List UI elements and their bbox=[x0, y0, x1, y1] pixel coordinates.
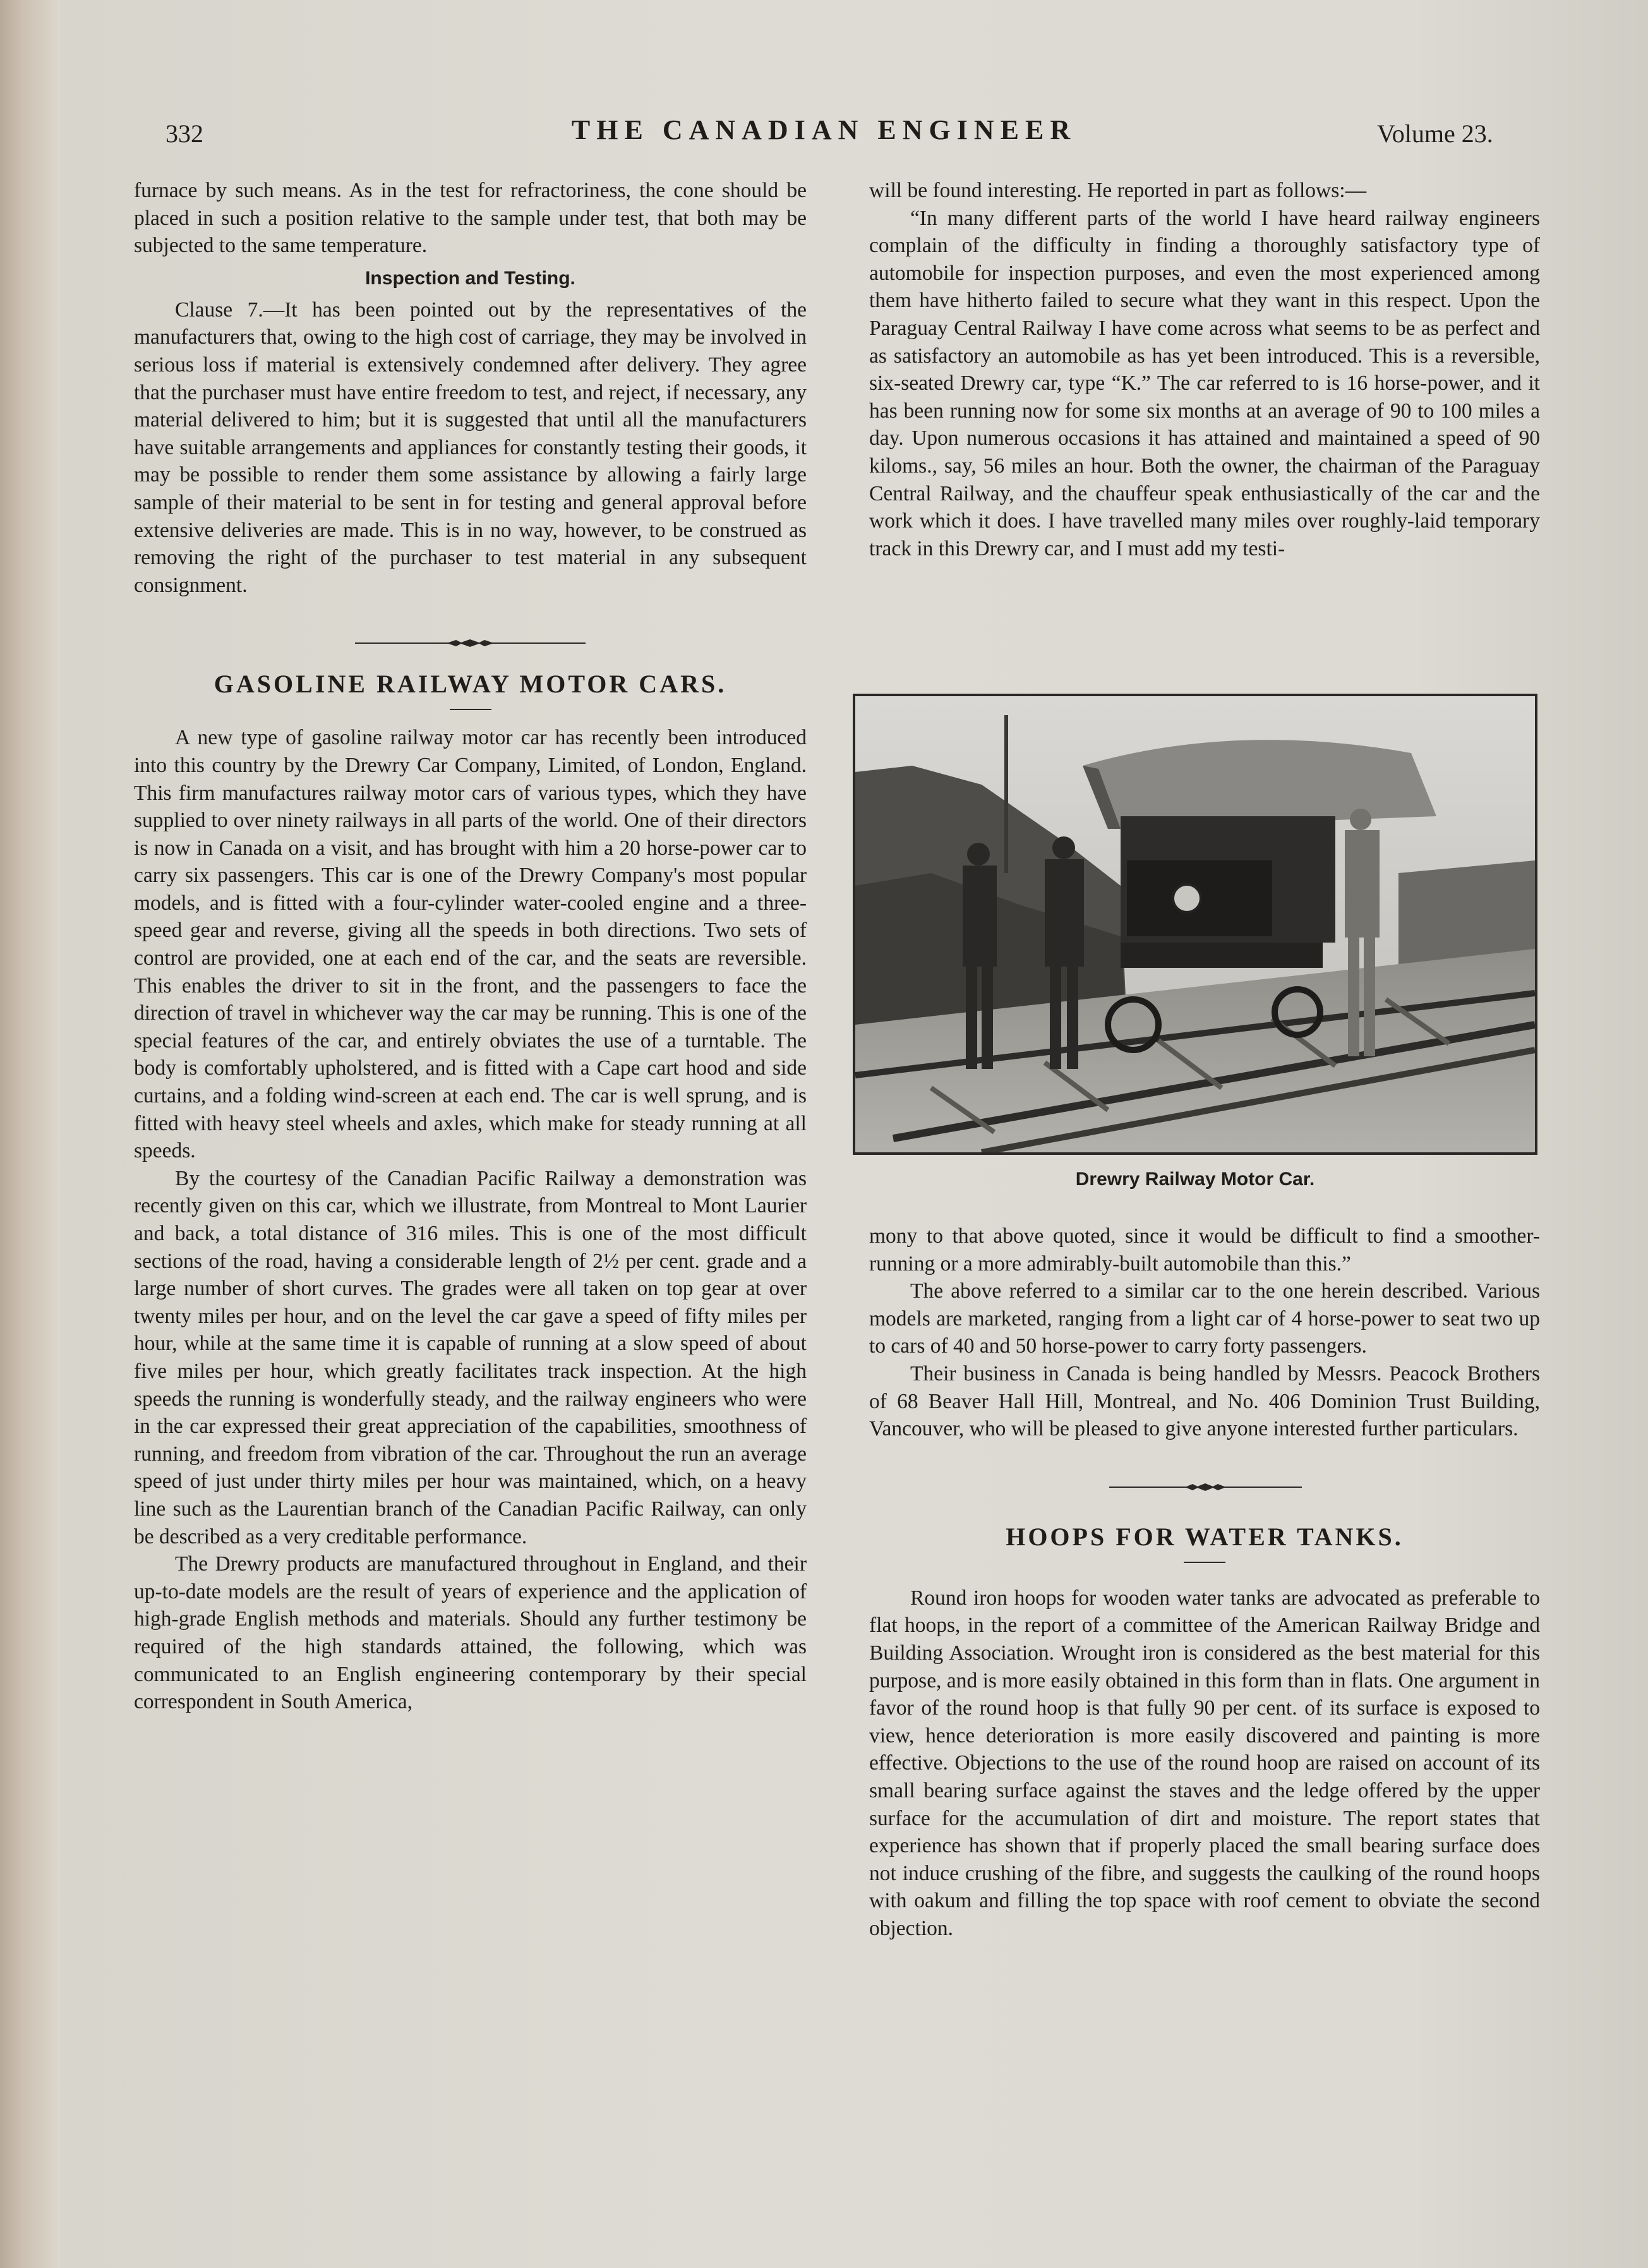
page-number: 332 bbox=[165, 119, 203, 148]
hoops-paragraph: Round iron hoops for wooden water tanks are advocated as preferable to flat hoops, in the report of a committee of the American Railway Bridge and Building Association. Wrought iron is considered as the best material for this purpose, and is more easily obtained in this form than in flats. One argument in favor of the round hoop is that fully 90 per cent. of its surface is exposed to view, hence deterioration is more easily discovered and painting is more effective. Objections to the use of the round hoop are raised on account of its small bearing surface against the staves and the ledge offered by the upper surface for the accumulation of dirt and moisture. The report states that experience has shown that if properly placed the small bearing surface does not induce crushing of the fibre, and suggests the caulking of the round hoops with oakum and filling the top space with roof cement to obviate the second objection. bbox=[869, 1586, 1540, 1940]
business-paragraph: Their business in Canada is being handled by Messrs. Peacock Brothers of 68 Beaver Hall Hill, Montreal, and No. 406 Dominion Trust Building, Vancouver, who will be pleased to give anyone interested further particulars. bbox=[869, 1361, 1540, 1441]
photo-caption: Drewry Railway Motor Car. bbox=[1075, 1169, 1315, 1190]
quote-ending: mony to that above quoted, since it would be difficult to find a smoother-running or a more admirably-built automobile than this.” bbox=[869, 1224, 1540, 1276]
hoops-article-title: HOOPS FOR WATER TANKS. bbox=[1006, 1522, 1404, 1551]
section-ornament-divider-2 bbox=[869, 1481, 1540, 1493]
inspection-heading: Inspection and Testing. bbox=[365, 267, 575, 289]
running-header bbox=[0, 114, 1648, 158]
section-ornament-divider bbox=[134, 637, 807, 649]
gasoline-article-title: GASOLINE RAILWAY MOTOR CARS. bbox=[214, 670, 727, 699]
right-column-bottom bbox=[869, 1222, 1540, 1942]
similar-car-paragraph: The above referred to a similar car to the one herein described. Various models are marketed, ranging from a light car of 4 horse-power to seat two up to cars of 40 and 50 horse-power to carry forty passengers. bbox=[869, 1279, 1540, 1358]
right-column-top bbox=[869, 177, 1540, 562]
left-column bbox=[134, 177, 807, 1716]
intro-paragraph: furnace by such means. As in the test for refractoriness, the cone should be placed in such a position relative to the sample under test, that both may be subjected to the same temperature. bbox=[134, 179, 807, 258]
book-binding-edge bbox=[0, 0, 60, 2268]
railway-car-illustration bbox=[855, 696, 1535, 1152]
gasoline-paragraph-3: The Drewry products are manufactured throughout in England, and their up-to-date models are the result of years of experience and the application of high-grade English methods and materials. Should any further testimony be required of the high standards attained, the following, which was communicated to an English engineering contemporary by their special correspondent in South America, bbox=[134, 1552, 807, 1714]
drewry-car-photo bbox=[853, 694, 1537, 1155]
gasoline-paragraph-1: A new type of gasoline railway motor car has recently been introduced into this country by the Drewry Car Company, Limited, of London, England. This firm manufactures railway motor cars of various types, which they have supplied to over ninety railways in all parts of the world. One of their directors is now in Canada on a visit, and has brought with him a 20 horse-power car to carry six passengers. This car is one of the Drewry Company's most popular models, and is fitted with a four-cylinder water-cooled engine and a three-speed gear and reverse, giving all the speeds in both directions. Two sets of control are provided, one at each end of the car, and the seats are reversible. This enables the driver to sit in the front, and the passengers to face the direction of travel in whichever way the car may be running. This is one of the special features of the car, and entirely obviates the use of a turntable. The body is comfortably upholstered, and is fitted with a Cape cart hood and side curtains, and a folding wind-screen at each end. The car is well sprung, and is fitted with heavy steel wheels and axles, which make for steady running at all speeds. bbox=[134, 726, 807, 1163]
continuation-line: will be found interesting. He reported in part as follows:— bbox=[869, 179, 1367, 202]
gasoline-paragraph-2: By the courtesy of the Canadian Pacific Railway a demonstration was recently given on this car, which we illustrate, from Montreal to Mont Laurier and back, a total distance of 316 miles. This is one of the most difficult sections of the road, having a considerable length of 2½ per cent. grade and a large number of short curves. The grades were all taken on top gear at over twenty miles per hour, and on the level the car gave a speed of fifty miles per hour, while at the same time it is capable of running at a slow speed of about five miles per hour, which greatly facilitates track inspection. At the high speeds the running is wonderfully steady, and the railway engineers who were in the car expressed their great appreciation of the capabilities, smoothness of running, and freedom from vibration of the car. Throughout the run an average speed of just under thirty miles per hour was maintained, which, on a heavy line such as the Laurentian branch of the Canadian Pacific Railway, can only be described as a very creditable performance. bbox=[134, 1166, 807, 1548]
correspondent-quote: “In many different parts of the world I have heard railway engineers complain of the difficulty in finding a thoroughly satisfactory type of automobile for inspection purposes, and even the most experienced among them have hitherto failed to secure what they want in this respect. Upon the Paraguay Central Railway I have come across what seems to be as perfect and as satisfactory an automobile as has yet been introduced. This is a reversible, six-seated Drewry car, type “K.” The car referred to is 16 horse-power, and it has been running now for some six months at an average of 90 to 100 miles a day. Upon numerous occasions it has attained and maintained a speed of 90 kiloms., say, 56 miles an hour. Both the owner, the chairman of the Paraguay Central Railway, and the chauffeur speak enthusiastically of the car and the work which it does. I have travelled many miles over roughly-laid temporary track in this Drewry car, and I must add my testi- bbox=[869, 206, 1540, 560]
clause-7-paragraph: Clause 7.—It has been pointed out by the representatives of the manufacturers that, owing to the high cost of carriage, they may be involved in serious loss if material is extensively condemned after delivery. They agree that the purchaser must have entire freedom to test, and reject, if necessary, any material delivered to him; but it is suggested that until all the manufacturers have suitable arrangements and appliances for constantly testing their goods, it may be possible to render them some assistance by allowing a fairly large sample of their material to be sent in for testing and general approval before extensive deliveries are made. This is in no way, however, to be construed as removing the right of the purchaser to test material in any subsequent consignment. bbox=[134, 298, 807, 597]
volume-number: Volume 23. bbox=[1377, 119, 1493, 148]
journal-title: THE CANADIAN ENGINEER bbox=[571, 114, 1077, 145]
